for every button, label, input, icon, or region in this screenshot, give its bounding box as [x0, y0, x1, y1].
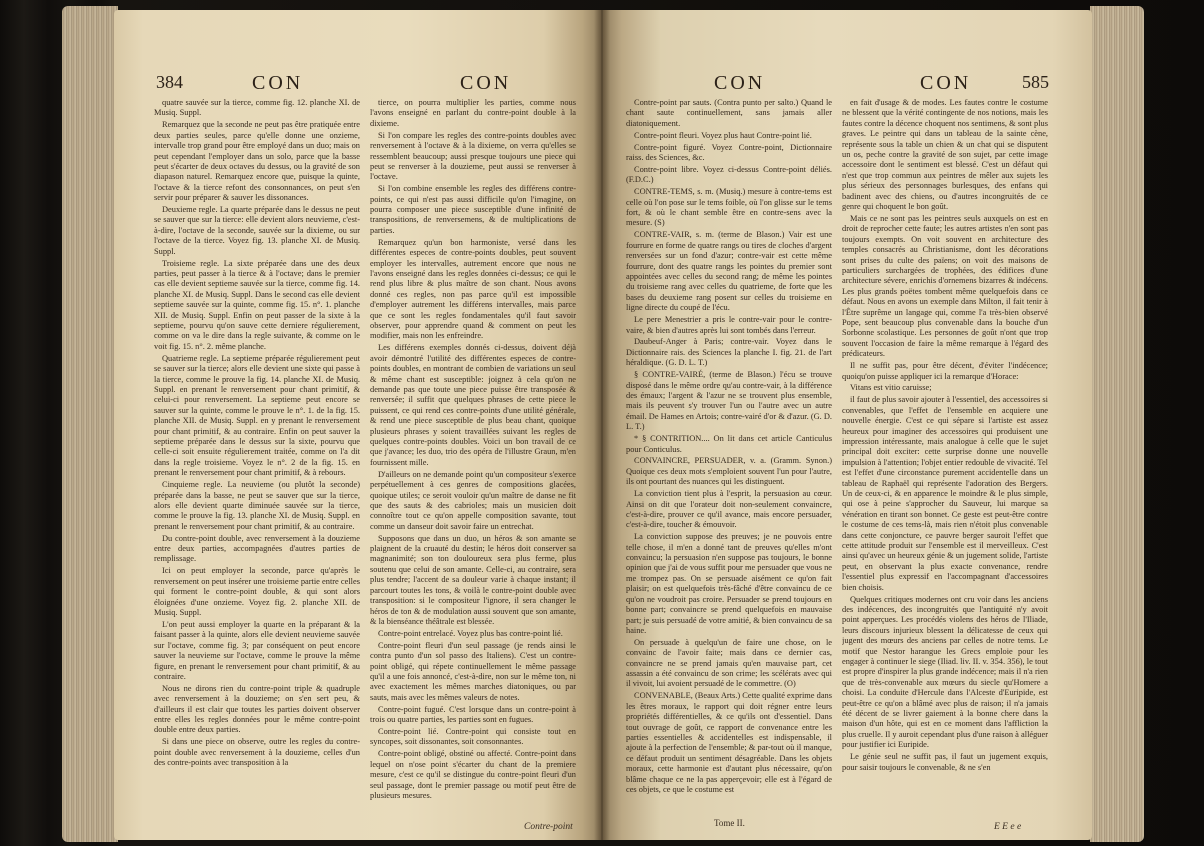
paragraph: Le génie seul ne suffit pas, il faut un jugement exquis, pour saisir toujours le convenable, & ne s'en	[842, 752, 1048, 772]
paragraph: Nous ne dirons rien du contre-point triple & quadruple avec renversement à la douzieme; on s'en sert peu, & d'ailleurs il est clair que toutes les parties doivent observer entre elles les regles données pour le même contre-point double entre deux parties.	[154, 683, 360, 735]
paragraph: CONVENABLE, (Beaux Arts.) Cette qualité exprime dans les êtres moraux, le rapport qui doit régner entre leurs propriétés différentielles, & ce qu'ils ont d'essentiel. Dans tout ouvrage de goût, ce rapport de convenance entre les parties essentielles & accidentelles est indispensable, il ajoute à la perfection de l'ensemble; & par-tout où il manque, ce défaut produit un sentiment désagréable. Dans les objets moraux, cette harmonie est d'autant plus nécessaire, qu'on blâme chaque ce ne la pas apperçevoir; elle est à l'égard de ces objets, ce que le costume est	[626, 691, 832, 794]
paragraph: Contre-point lié. Contre-point qui consiste tout en syncopes, soit dissonantes, soit consonnantes.	[370, 726, 576, 747]
paragraph: On persuade à quelqu'un de faire une chose, on le convainc de l'avoir faite; mais dans ce dernier cas, convaincre ne se prend jamais qu'en mauvaise part, cet assassin a été convaincu de son crime; les scélérats avec qui il vivoit, lui avoient persuadé de le commettre. (O)	[626, 637, 832, 689]
paragraph: il faut de plus savoir ajouter à l'essentiel, des accessoires si convenables, que l'effet de l'ensemble en acquiere une nouvelle énergie. C'est ce qui sépare si l'artiste est assez heureux pour imaginer des accessoires qui produisent une impression intéressante, mais analogue à celle que le sujet principal doit exciter: cette surprise donne une nouvelle impulsion à l'attention; l'objet entier redouble de vivacité. Tel est l'effet d'une circonstance purement accidentelle dans un tableau de Raphaël qui représente l'adoration des Bergers. Un de ceux-ci, & en apparence le moindre & le plus simple, qui ose à peine s'approcher du Sauveur, lui marque sa vénération en tirant son bonnet. Ce geste est peut-être contre le costume de ces tems-là, mais rien n'étoit plus convenable dans cette conjoncture, ce pauvre berger sauroit l'effet que cette attitude produit sur l'ensemble est il merveilleux. C'est ainsi qu'avec un heureux génie & un jugement solide, l'artiste peut, en observant la plus exacte convenance, rendre l'essentiel plus expressif en l'accompagnant d'accessoires bien choisis.	[842, 395, 1048, 592]
paragraph: Contre-point fleuri d'un seul passage (je rends ainsi le contra punto d'un sol passo des Italiens). C'est un contre-point obligé, qui répete continuellement le même passage qu'il a une fois annoncé, c'est-à-dire, non sur le même ton, ni avec exactement les mêmes marches diatoniques, ou par sauts, mais avec les mêmes valeurs de notes.	[370, 640, 576, 702]
right-page	[602, 10, 1092, 840]
paragraph: D'ailleurs on ne demande point qu'un compositeur s'exerce perpétuellement à ces genres de compositions glacées, quoique utiles; ce seroit vouloir qu'un maître de danse ne fit que des sauts & des cabrioles; mais un musicien doit connoître tout ce qu'on appelle composition savante, tout comme un danseur doit savoir faire un entrechat.	[370, 469, 576, 531]
paragraph: Contre-point fleuri. Voyez plus haut Contre-point lié.	[634, 130, 812, 140]
paragraph: Remarquez que la seconde ne peut pas être pratiquée entre deux parties seules, parce qu'elle donne une onzieme, intervalle trop grand pour être employé dans un duo; mais on peut cependant l'employer dans un solo, parce que la basse peut s'écarter de deux octaves du dessus, ou la gravité de son diapason naturel. Remarquez encore que, puisque la quinte, l'octave & la tierce refont des consonnances, on peut s'en servir pour préparer & sauver les dissonances.	[154, 120, 360, 203]
book-gutter	[594, 10, 610, 840]
paragraph: Quelques critiques modernes ont cru voir dans les anciens des indécences, des incongruités que l'antiquité n'y avoit point apperçues. Les procédés violens des héros de l'Iliade, leurs discours injurieux blessent la délicatesse de ceux qui jugent des mœurs des anciens par celles de notre tems. Le motif que Nestor harangue les Grecs emploie pour les engager à continuer le siege (Iliad. liv. II. v. 354. 356), le tout est propre d'inspirer la plus grande indécence; mais il n'a rien que de très-convenable aux mœurs du siecle qu'Homere a choisi. La conduite d'Hercule dans l'Alceste d'Euripide, est peut-être ce qu'on a blâmé avec plus de raison; il n'a jamais été décent de se livrer gaiement à la bonne chere dans la maison d'un hôte, qui est en ce moment dans l'affliction la plus cruelle. Il y auroit cependant plus d'une raison à alléguer pour justifier ici Euripide.	[842, 594, 1048, 750]
right-catchword: E E e e	[994, 822, 1022, 832]
paragraph: tierce, on pourra multiplier les parties, comme nous l'avons enseigné en parlant du contre-point double à la dixieme.	[370, 98, 576, 128]
left-head-word-1: CON	[252, 72, 304, 94]
paragraph: Vitans est vitio caruisse;	[850, 383, 932, 393]
paragraph: Si l'on combine ensemble les regles des différens contre-points, ce qui n'est pas aussi difficile qu'on l'imagine, on pourra composer une piece susceptible d'une infinité de transpositions, de renversemens, & de multiplications de parties.	[370, 184, 576, 235]
paragraph: Contre-point figuré. Voyez Contre-point, Dictionnaire raiss. des Sciences, &c.	[626, 142, 832, 163]
right-page-number: 585	[1022, 72, 1049, 92]
paragraph: La conviction suppose des preuves; je ne pouvois entre telle chose, il m'en a donné tant de preuves qu'elles m'ont convaincu; la persuasion n'en suppose pas toujours, le bonne opinion que j'ai de vous suffit pour me persuader que vous ne me trompez pas. On se persuade aisément ce qu'on fait plaisir; on est quelquefois très-fâché d'être convaincu de ce qu'on ne voudroit pas croire. Persuader se prend toujours en bonne part; convaincre se prend quelquefois en mauvaise part; je suis persuadé de votre amitié, & bien convaincu de sa haine.	[626, 532, 832, 635]
paragraph: CONTRE-TEMS, s. m. (Musiq.) mesure à contre-tems est celle où l'on pose sur le tems foible, où l'on glisse sur le tems fort, & où le chant semble être en contre-sens avec la mesure. (S)	[626, 187, 832, 228]
paragraph: L'on peut aussi employer la quarte en la préparant & la faisant passer à la quinte, alors elle devient neuvieme sauvée sur l'octave, comme fig. 3; par conséquent on peut encore sauver la neuvieme sur l'octave, comme le prouve la même figure, en prenant le renversement pour chant primitif, & au contraire.	[154, 619, 360, 681]
left-page-column-2	[370, 98, 576, 818]
paragraph: en fait d'usage & de modes. Les fautes contre le costume ne blessent que la vérité contingente de nos notions, mais les fautes contre la décence choquent nos sentimens, & sont plus graves. Le peintre qui dans un tableau de la sainte cène, représente sous la table un chien & un chat qui se disputent un os, peche contre la gravité de son sujet, par cette image accessoire dont le sentiment est blessé. C'est un défaut qui n'est que trop commun aux peintres de mêler aux sujets les plus sérieux des personnages burlesques, des enfans qui badinent avec des chiens, ou d'autres incongruités de ce genre qui choquent le bon goût.	[842, 98, 1048, 212]
paragraph: * § CONTRITION.... On lit dans cet article Canticulus pour Conticulus.	[626, 434, 832, 454]
paragraph: Contre-point fugué. C'est lorsque dans un contre-point à trois ou quatre parties, les parties sont en fugues.	[370, 704, 576, 725]
left-page-number: 384	[156, 72, 183, 92]
right-page-column-2	[842, 98, 1048, 818]
paragraph: Deuxieme regle. La quarte préparée dans le dessus ne peut se sauver que sur la tierce: elle devient alors neuvieme, c'est-à-dire, l'octave de la seconde, sauvée sur la dixieme, ou sur l'octave de la tierce. Voyez fig. 13. planche XI. de Musiq. Suppl.	[154, 205, 360, 256]
right-page-column-1	[626, 98, 832, 818]
paragraph: Ici on peut employer la seconde, parce qu'après le renversement on peut insérer une troisieme partie entre celles qui forment le contre-point double, & qui sont alors éloignées d'une onzieme. Voyez fig. 2. planche XII. de Musiq. Suppl.	[154, 566, 360, 617]
paragraph: CONTRE-VAIR, s. m. (terme de Blason.) Vair est une fourrure en forme de quatre rangs ou tires de cloches d'argent renversées sur un fond d'azur; contre-vair est cette même fourrure, dont des quatre rangs les pointes du premier sont appointées avec celles du second rang; de même les pointes du troisieme rang avec celles du quatrieme, de forte que les bases du deuxieme rang posent sur celles du troisieme en ligne directe du coupé de l'écu.	[626, 230, 832, 313]
paragraph: § CONTRE-VAIRÉ, (terme de Blason.) l'écu se trouve disposé dans le même ordre qu'au contre-vair, à la différence des émaux; l'argent & l'azur ne se trouvent plus ensemble, mais ils peuvent s'y trouver l'un ou l'autre avec un autre émail. De Hames en Artois; contre-vairé d'or & d'azur. (G. D. L. T.)	[626, 370, 832, 432]
right-head-word-1: CON	[714, 72, 766, 94]
paragraph: Contre-point entrelacé. Voyez plus bas contre-point lié.	[378, 628, 563, 638]
left-page	[114, 10, 602, 840]
left-page-edges	[62, 6, 118, 842]
paragraph: Contre-point par sauts. (Contra punto per salto.) Quand le chant saute continuellement, sans jamais aller diatoniquement.	[626, 98, 832, 128]
left-head-word-2: CON	[460, 72, 512, 94]
paragraph: Le pere Menestrier a pris le contre-vair pour le contre-vaire, & bien d'autres après lui sont tombés dans l'erreur.	[626, 315, 832, 335]
paragraph: Mais ce ne sont pas les peintres seuls auxquels on est en droit de reprocher cette faute; les autres artistes n'en sont pas toujours exempts. On voit souvent en architecture des temples consacrés au Christianisme, dont les décorations sont prises du culte des païens; on voit des maisons de particuliers surchargées de trophées, des édifices d'une architecture sévere, enrichis d'ornemens bizarres & indécens. Les plus grands poëtes tombent même quelquefois dans ce défaut. Nous en avons un exemple dans Milton, il fait tenir à l'Être suprême un langage qui, comme l'a très-bien observé Pope, sent beaucoup plus convenable dans la bouche d'un Sorbonne scolastique. Les personnes de goût n'ont que trop souvent l'occasion de faire la même remarque à l'égard des prédicateurs.	[842, 213, 1048, 359]
paragraph: Si l'on compare les regles des contre-points doubles avec renversement à l'octave & à la dixieme, on verra qu'elles se ressemblent beaucoup; aussi presque toujours une piece qui peut se renverser à la douzieme, peut aussi se renverser à l'octave.	[370, 130, 576, 182]
paragraph: Du contre-point double, avec renversement à la douzieme entre deux parties, accompagnées d'autres parties de remplissage.	[154, 533, 360, 564]
paragraph: Contre-point obligé, obstiné ou affecté. Contre-point dans lequel on n'ose point s'écarter du chant de la premiere mesure, c'est ce qu'il se distingue du contre-point fleuri d'un seul passage, dont le premier passage ou motif peut être de plusieurs mesures.	[370, 749, 576, 800]
paragraph: Daubeuf-Anger à Paris; contre-vair. Voyez dans le Dictionnaire rais. des Sciences la planche I. fig. 21. de l'art héraldique. (G. D. L. T.)	[626, 337, 832, 368]
volume-signature: Tome II.	[714, 818, 745, 828]
left-catchword: Contre-point	[524, 822, 573, 832]
paragraph: quatre sauvée sur la tierce, comme fig. 12. planche XI. de Musiq. Suppl.	[154, 98, 360, 118]
right-head-word-2: CON	[920, 72, 972, 94]
paragraph: Les différens exemples donnés ci-dessus, doivent déjà avoir démontré l'utilité des différentes especes de contre-points doubles, en montrant de combien de variations un seul & même chant est susceptible: joignez à cela qu'on ne demande pas que toute une piece puisse être transposée & renversée; il suffit que quelques phrases de cette piece le puissent, ce qui rend ces contre-points d'une utilité générale, & rend une piece susceptible de plus beau chant, quoique plusieurs phrases y soient travaillées suivant les regles de quelques contre-points doubles. Voici un bon travail de ce que j'avance; les duo, trio des opéra de l'illustre Graun, m'en fournissent mille.	[370, 343, 576, 467]
paragraph: Troisieme regle. La sixte préparée dans une des deux parties, peut passer à la tierce & à l'octave; dans le premier cas elle devient septieme sauvée sur la tierce, comme fig. 14. planche XI. de Musiq. Suppl. Dans le second cas elle devient septieme sauvée sur la quinte, comme fig. 15. n°. 1. planche XII. de Musiq. Suppl. Enfin on peut passer de la sixte à la septieme, pourvu qu'on sauve cette derniere régulierement, comme on va le dire dans la regle suivante, & comme on le voit fig. 15. n°. 2. même planche.	[154, 258, 360, 351]
paragraph: CONVAINCRE, PERSUADER, v. a. (Gramm. Synon.) Quoique ces deux mots s'emploient souvent l'un pour l'autre, ils ont pourtant des nuances qui les distinguent.	[626, 456, 832, 487]
right-page-edges	[1090, 6, 1144, 842]
paragraph: Supposons que dans un duo, un héros & son amante se plaignent de la cruauté du destin; le héros doit conserver sa magnanimité; son ton douloureux sera plus ferme, plus soutenu que celui de son amante. Celle-ci, au contraire, sera plus tendre; l'accent de sa douleur varie à chaque instant; il parcourt toutes les tons, & voilà le contre-point double avec transposition: si le compositeur l'ignore, il sera changer le héros de ton & de modulation aussi souvent que son amante, & la bienséance théâtrale est blessée.	[370, 533, 576, 626]
paragraph: Il ne suffit pas, pour être décent, d'éviter l'indécence; quoiqu'on puisse appliquer ici la remarque d'Horace:	[842, 361, 1048, 381]
paragraph: Si dans une piece on observe, outre les regles du contre-point double avec renversement à la douzieme, celles d'un des contre-points avec transposition à la	[154, 737, 360, 768]
paragraph: Cinquieme regle. La neuvieme (ou plutôt la seconde) préparée dans la basse, ne peut se sauver que sur la tierce, alors elle devient quarte diminuée sauvée sur la tierce, comme le prouve la fig. 13. planche XI. de Musiq. Suppl. en prenant le renversement pour chant primitif, & au contraire.	[154, 480, 360, 531]
paragraph: Remarquez qu'un bon harmoniste, versé dans les différentes especes de contre-points doubles, peut souvent employer les intervalles, autrement encore que nous ne l'avons enseigné dans les regles données ci-dessus; ce qui le rend plus libre & plus maître de son chant. Nous avons donné ces regles, non pas parce qu'il est impossible d'employer autrement les différens intervalles, mais parce que ce sont les regles fondamentales qu'il faut savoir observer, pour apprendre quand & comment on peut les modifier, mais non les enfreindre.	[370, 237, 576, 341]
paragraph: La conviction tient plus à l'esprit, la persuasion au cœur. Ainsi on dit que l'orateur doit non-seulement convaincre, c'est-à-dire, prouver ce qu'il avance, mais encore persuader, c'est-à-dire, toucher & émouvoir.	[626, 489, 832, 530]
left-page-column-1	[154, 98, 360, 818]
paragraph: Quatrieme regle. La septieme préparée régulierement peut se sauver sur la tierce; alors elle devient une sixte qui passe à la tierce, comme le prouve la fig. 14. planche XI. de Musiq. Suppl. en prenant le renversement pour chant primitif, & celui-ci pour renversement. La septieme peut encore se sauver sur la quinte, comme le prouve le n°. 1. de la fig. 15. planche XII. de Musiq. Suppl. en y prenant le renversement pour chant primitif, & au contraire. Enfin on peut sauver la septieme préparée dans le dessus sur la sixte, pourvu que celle-ci soit ensuite régulierement traitée, comme on l'a dit dans la regle troisieme. Voyez le n°. 2 de la fig. 15. en prenant le renversement pour chant primitif, & à rebours.	[154, 353, 360, 478]
paragraph: Contre-point libre. Voyez ci-dessus Contre-point déliés. (F.D.C.)	[626, 164, 832, 185]
